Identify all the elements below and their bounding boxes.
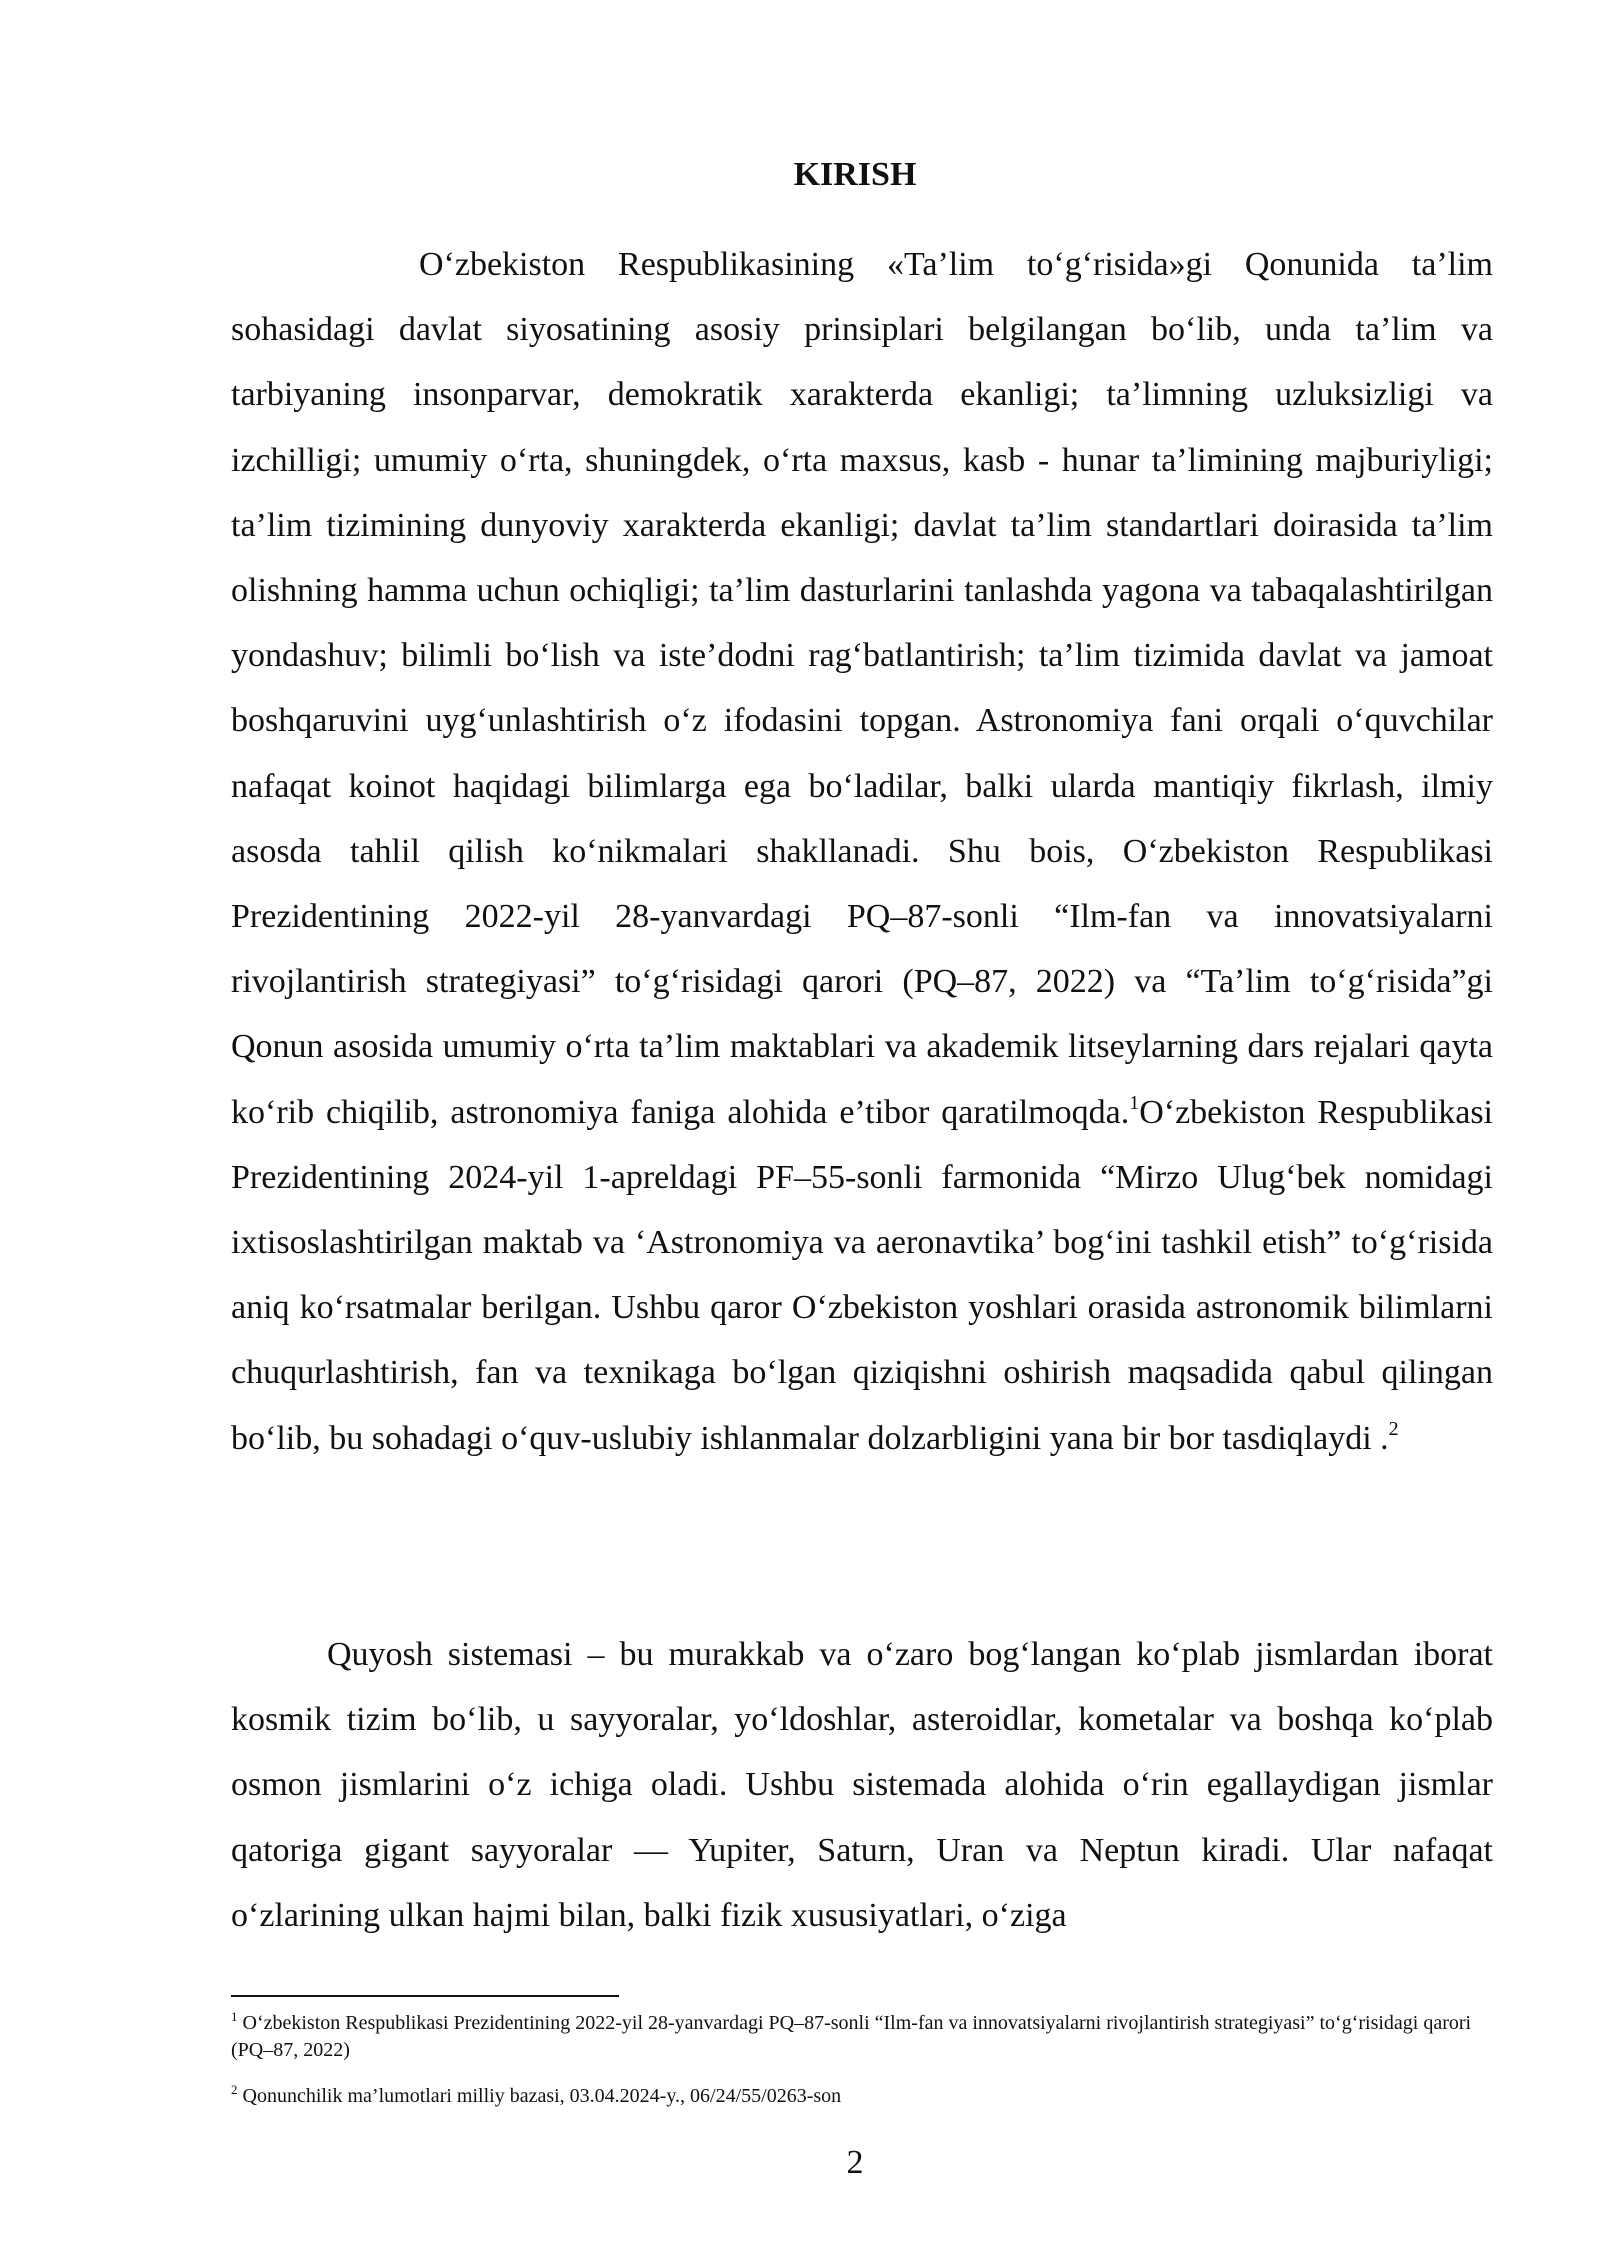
intro-paragraph [231, 232, 1493, 1471]
page-number: 2 [846, 2144, 864, 2181]
footnote-1-text: O‘zbekiston Respublikasi Prezidentining 2022-yil 28-yanvardagi PQ–87-sonli “Ilm-fan va innovatsiyalarni rivojlantirish strategiyasi” to‘g‘risidagi qarori (PQ–87, 2022) [231, 2012, 1472, 2061]
footnote-ref-1: 1 [1129, 1091, 1140, 1114]
intro-text-part-2: O‘zbekiston Respublikasi Prezidentining 2024-yil 1-apreldagi PF–55-sonli farmonida “Mirzo Ulug‘bek nomidagi ixtisoslashtirilgan maktab va ‘Astronomiya va aeronavtika’ bog‘ini tashkil etish” to‘g‘risida aniq ko‘rsatmalar berilgan. Ushbu qaror O‘zbekiston yoshlari orasida astronomik bilimlarni chuqurlashtirish, fan va texnikaga bo‘lgan qiziqishni oshirish maqsadida qabul qilingan bo‘lib, bu sohadagi o‘quv-uslubiy ishlanmalar dolzarbligini yana bir bor tasdiqlaydi . [231, 1093, 1494, 1457]
footnote-2 [231, 2083, 1493, 2110]
footnote-2-text: Qonunchilik ma’lumotlari milliy bazasi, 03.04.2024-y., 06/24/55/0263-son [242, 2085, 842, 2107]
footnote-2-marker: 2 [231, 2082, 238, 2097]
footnote-ref-2: 2 [1388, 1417, 1399, 1440]
intro-text-part-1: O‘zbekiston Respublikasining «Ta’lim to‘g‘risida»gi Qonunida ta’lim sohasidagi davlat siyosatining asosiy prinsiplari belgilangan bo‘lib, unda ta’lim va tarbiyaning insonparvar, demokratik xarakterda ekanligi; ta’limning uzluksizligi va izchilligi; umumiy o‘rta, shuningdek, o‘rta maxsus, kasb - hunar ta’limining majburiyligi; ta’lim tizimining dunyoviy xarakterda ekanligi; davlat ta’lim standartlari doirasida ta’lim olishning hamma uchun ochiqligi; ta’lim dasturlarini tanlashda yagona va tabaqalashtirilgan yondashuv; bilimli bo‘lish va iste’dodni rag‘batlantirish; ta’lim tizimida davlat va jamoat boshqaruvini uyg‘unlashtirish o‘z ifodasini topgan. Astronomiya fani orqali o‘quvchilar nafaqat koinot haqidagi bilimlarga ega bo‘ladilar, balki ularda mantiqiy fikrlash, ilmiy asosda tahlil qilish ko‘nikmalari shakllanadi. Shu bois, O‘zbekiston Respublikasi Prezidentining 2022-yil 28-yanvardagi PQ–87-sonli “Ilm-fan va innovatsiyalarni rivojlantirish strategiyasi” to‘g‘risidagi qarori (PQ–87, 2022) va “Ta’lim to‘g‘risida”gi Qonun asosida umumiy o‘rta ta’lim maktablari va akademik litseylarning dars rejalari qayta ko‘rib chiqilib, astronomiya faniga alohida e’tibor qaratilmoqda. [231, 246, 1493, 1131]
footnote-separator [231, 1995, 619, 1997]
solar-system-paragraph: Quyosh sistemasi – bu murakkab va o‘zaro bog‘langan ko‘plab jismlardan iborat kosmik tizim bo‘lib, u sayyoralar, yo‘ldoshlar, asteroidlar, kometalar va boshqa ko‘plab osmon jismlarini o‘z ichiga oladi. Ushbu sistemada alohida o‘rin egallaydigan jismlar qatoriga gigant sayyoralar — Yupiter, Saturn, Uran va Neptun kiradi. Ular nafaqat o‘zlarining ulkan hajmi bilan, balki fizik xususiyatlari, o‘ziga [231, 1636, 1493, 1934]
section-title: KIRISH [793, 156, 917, 193]
footnote-1-marker: 1 [231, 2009, 238, 2024]
footnote-1 [231, 2010, 1493, 2064]
